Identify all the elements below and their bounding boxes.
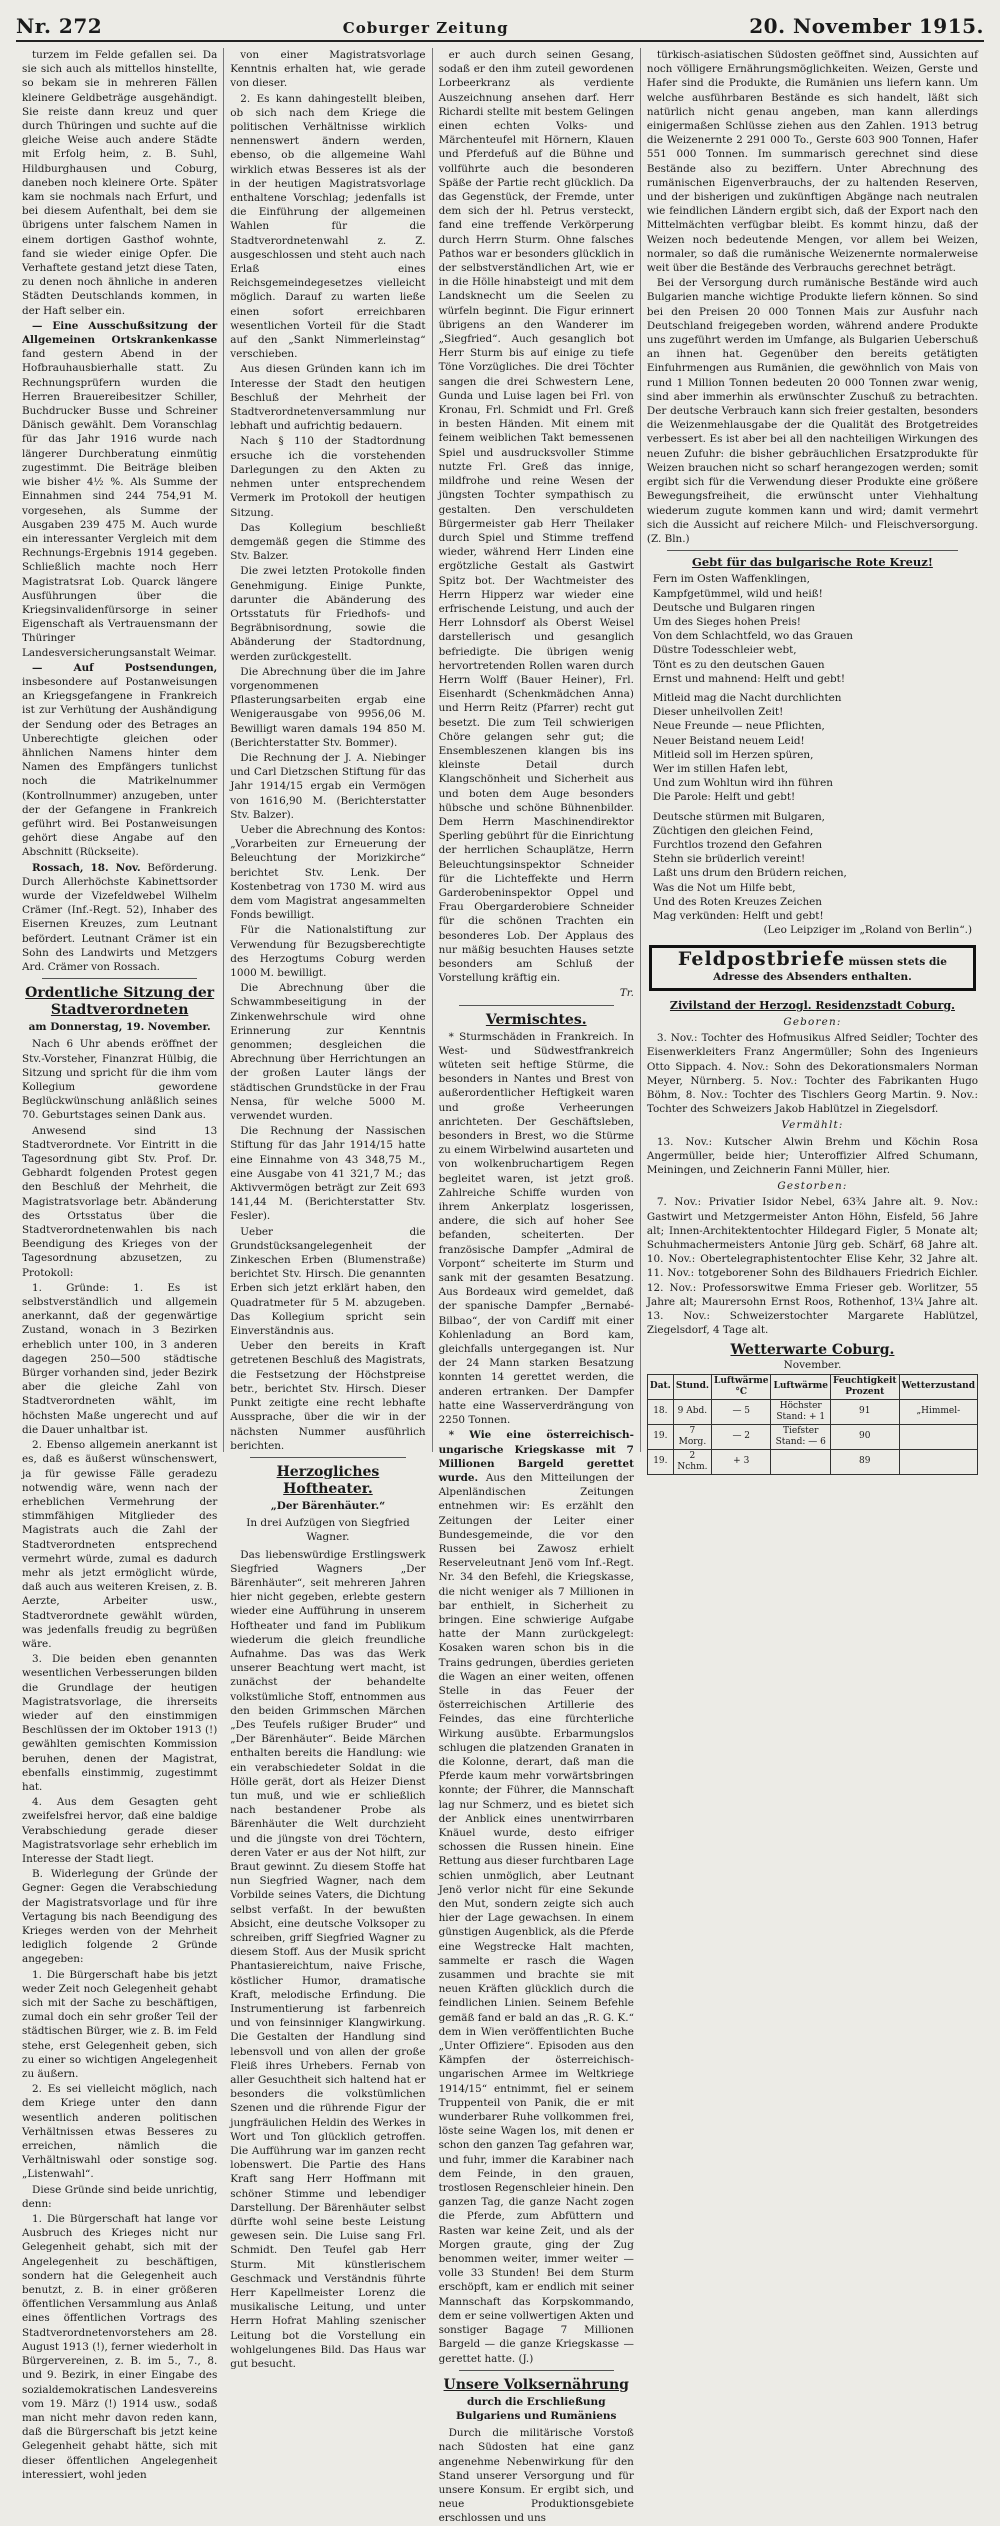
feldpost-text: müssen stets die Adresse des Absenders enthalten. [713,956,947,983]
poem [647,572,978,923]
section-heading: Herzogliches Hoftheater. [276,1463,380,1497]
divider [459,1005,614,1006]
article-text: er auch durch seinen Gesang, sodaß er den ihm zuteil gewordenen Lorbeerkranz als verdiente Auszeichnung ansehen darf. Herr Richardi stellte mit bestem Gelingen einen echten Volks- und Märchenteufel mit Hörnern, Klauen und Pferdefuß auf die Bühne und vollführte auch die besonderen Späße der Partie recht glücklich. Da das Gegenstück, der Fremde, unter dem sich der hl. Petrus versteckt, fand eine treffende Verkörperung durch Herrn Sturm. Ohne falsches Pathos war er besonders glücklich in der selbstverständlichen Art, wie er in die Hölle hinabsteigt und mit dem Landsknecht um die Seelen zu würfeln beginnt. Die Figur erinnert übrigens an den Wanderer im „Siegfried“. Auch gesanglich bot Herr Sturm bis auf einige zu tiefe Töne Vorzügliches. Die drei Töchter sangen die drei Schwestern Lene, Gunda und Luise lagen bei Frl. von Kronau, Frl. Schmidt und Frl. Greß in besten Händen. Mit einem mit feinem weiblichen Takt bemessenen Spiel und ausdrucksvoller Stimme nutzte Frl. Greß das innige, mildfrohe und reine Wesen der jüngsten Tochter sympathisch zu gestalten. Den verschuldeten Bürgermeister gab Herr Theilaker durch Spiel und Stimme treffend wieder, während Herr Linden eine ergötzliche Gestalt als Gastwirt Spitz bot. Der Wachtmeister des Herrn Hipperz war wieder eine erfrischende Leistung, und auch der Herr Lohnsdorf als Oberst Weisel darstellerisch und gesanglich befriedigte. Die übrigen wenig hervortretenden Rollen waren durch Herrn Wolff (Bauer Heiner), Frl. Eisenhardt (Schenkmädchen Anna) und Herrn Reitz (Pfarrer) recht gut besetzt. Die zum Teil schwierigen Chöre gelangen sehr gut; die Ensembleszenen klangen bis ins kleinste Detail durch Klangschönheit und Sicherheit aus und boten dem Auge besonders hübsche und schöne Bühnenbilder. Dem Herrn Maschinendirektor Sperling gebührt für die Einrichtung der herrlichen Schauplätze, Herrn Beleuchtungsinspektor Schneider für die Lichteffekte und Herrn Garderobeninspektor Oppel und Frau Obergarderobiere Schneider für die schönen Trachten ein besonderes Lob. Der Applaus des nur mäßig besuchten Hauses setzte besonders am Schluß der Vorstellung kräftig ein. [438,49,634,985]
section-heading: Ordentliche Sitzung der Stadtverordneten [25,985,215,1019]
item-lead: Rossach, 18. Nov. [32,861,141,874]
feldpost-notice [649,945,976,990]
poem-line: Die Parole: Helft und gebt! [652,791,796,804]
item-lead: — Auf Postsendungen, [32,661,218,674]
article-text: türkisch-asiatischen Südosten geöffnet sind, Aussichten auf noch völligere Ernährungsmöglichkeiten. Weizen, Gerste und Hafer sind die Produkte, die Rumänien uns liefern kann. Um welche ausführbaren Bestände es sich handelt, läßt sich natürlich nicht genau angeben, man kann allerdings einigermaßen Schlüsse ziehen aus den Zahlen. 1913 betrug die Weizenernte 2 291 000 To., Gerste 603 900 Tonnen, Hafer 551 000 Tonnen. Im summarisch gerechnet sind diese Bestände also zu beziffern. Unter Abrechnung des rumänischen Eigenverbrauchs, der zu haltenden Reserven, und der bisherigen und zukünftigen Abgänge nach neutralen wie feindlichen Ländern ergibt sich, daß der Export nach den Mittelmächten verfügbar bleibt. Es kommt hinzu, daß der Weizen noch bedeutende Mengen, vor allem bei Weizen, normaler, so daß die rumänische Weizenernte normalerweise weit über die Bestände des Verbrauchs gerechnet beträgt. [646,49,979,275]
section-subheading: durch die Erschließung Bulgariens und Rumäniens [456,2395,617,2422]
weather-col-header: Stund. [673,1374,711,1399]
poem-line: Wer im stillen Hafen lebt, [652,762,789,775]
poem-line: Was die Not um Hilfe bebt, [652,881,796,894]
weather-cell: 19. [647,1449,673,1474]
column-1 [16,48,223,2481]
weather-cell: — 5 [712,1399,771,1424]
poem-line: Düstre Todesschleier webt, [652,644,797,657]
article-text: 4. Aus dem Gesagten geht zweifelsfrei hervor, daß eine baldige Verabschiedung gerade dieser Magistratsvorlage sehr erheblich im Interesse der Stadt liegt. [22,1796,218,1865]
poem-line: Neuer Beistand neuem Leid! [652,734,805,747]
births-heading: Geboren: [783,1016,842,1028]
column-3 [432,48,640,2525]
weather-cell: 89 [830,1449,899,1474]
weather-table-header [647,1374,977,1399]
marriages-heading: Vermählt: [781,1119,844,1132]
article-text: 2. Ebenso allgemein anerkannt ist es, daß es äußerst wünschenswert, ja für gewisse Fälle geradezu notwendig wäre, wenn nach der erheblichen Vermehrung der stimmfähigen Mitglieder des Magistrats auch die Zahl der Stadtverordneten entsprechend vermehrt würde, zumal es dadurch mehr als jetzt ermöglicht würde, daß auch aus weiteren Kreisen, z. B. Aerzte, Arbeiter usw., Stadtverordnete gewählt würden, was jedenfalls freudig zu begrüßen wäre. [22,1439,218,1650]
article-text: Das Kollegium beschließt demgemäß gegen die Stimme des Stv. Balzer. [230,521,426,563]
masthead [16,14,984,42]
article-text: Nach § 110 der Stadtordnung ersuche ich die vorstehenden Darlegungen zu den Akten zu nehmen unter entsprechendem Vermerk im Protokoll der heutigen Sitzung. [230,435,426,519]
poem-title: Gebt für das bulgarische Rote Kreuz! [692,555,933,570]
article-text: turzem im Felde gefallen sei. Da sie sich auch als mittellos hinstellte, so bekam sie in mehreren Fällen kleinere Geldbeträge ausgehändigt. Sie reiste dann kreuz und quer durch Thüringen und suchte auf die gleiche Weise auch andere Städte mit Erfolg heim, z. B. Suhl, Hildburghausen und Coburg, daneben noch kleinere Orte. Später kam sie nochmals nach Erfurt, und bei diesem Aufenthalt, bei dem sie übrigens unter falschem Namen in einem dortigen Gasthof wohnte, fand sie wieder einige Opfer. Die Verhaftete gestand jetzt diese Taten, zu denen noch ähnliche in anderen Städten Deutschlands kommen, in der Haft selber ein. [22,49,218,317]
article-text: Die zwei letzten Protokolle finden Genehmigung. Einige Punkte, darunter die Abänderung des Ortsstatuts für Friedhofs- und Begräbnisordnung, sowie die Abänderung der Stadtordnung, werden zurückgestellt. [230,565,426,663]
poem-line: Mitleid soll im Herzen spüren, [652,748,814,761]
divider [667,550,958,551]
poem-line: Um des Sieges hohen Preis! [652,615,801,628]
article-text: Bei der Versorgung durch rumänische Bestände wird auch Bulgarien manche wichtige Produkte liefern können. So sind bei den Preisen 20 000 Tonnen Mais zur Ausfuhr nach Deutschland freigegeben worden, während andere Produkte uns zugeführt werden im Umfange, als Bulgarien Ueberschuß an ihnen hat. Gegenüber den bereits getätigten Einfuhrmengen aus Rumänien, die gewöhnlich von Mais von rund 1 Million Tonnen bedeuten 20 000 Tonnen zwar wenig, sind aber immerhin als erwünschter Zuschuß zu betrachten. Der deutsche Verbrauch kann sich freier gestalten, besonders die Weizenmehlausgabe der die Qualität des Brotgetreides verbessert. Es ist aber bei all den nachteiligen Wirkungen des neuen Zufuhr: die bisher gebräuchlichen Ersatzprodukte für Weizen brauchen nicht so scharf herangezogen werden; somit ergibt sich für die Verwendung dieser Produkte eine größere Bewegungsfreiheit, die erwünscht unter Viehhaltung wiederum zugute kommen kann und wird; damit vermehrt sich die Aussicht auf reichere Milch- und Fleischversorgung. (Z. Bln.) [646,277,979,545]
weather-cell [899,1449,977,1474]
issue-date: 20. November 1915. [749,14,984,38]
item-body: insbesondere auf Postanweisungen an Kriegsgefangene in Frankreich ist zur Verhütung der Aushändigung der Sendung oder des Betrages an Unberechtigte gleichen oder ähnlichen Namens hinter dem Namen des Empfängers tunlichst noch die Matrikelnummer (Kontrollnummer) anzugeben, unter der der Gefangene in Frankreich geführt wird. Bei Postanweisungen gehört diese Angabe auf den Abschnitt (Rückseite). [22,675,218,859]
article-text: Für die Nationalstiftung zur Verwendung für Bezugsberechtigte des Herzogtums Coburg werden 1000 M. bewilligt. [230,924,426,979]
weather-cell [899,1424,977,1449]
item-body: fand gestern Abend in der Hofbrauhausbierhalle statt. Zu Rechnungsprüfern wurden die Herren Brauereibesitzer Schiller, Buchdrucker Busse und Schreiner Dänisch gewählt. Dem Voranschlag für das Jahr 1916 wurde nach längerer Durchberatung einmütig zugestimmt. Die Beiträge bleiben wie bisher 4½ %. Als Summe der Einnahmen sind 244 754,91 M. vorgesehen, als Summe der Ausgaben 239 475 M. Auch wurde ein interessanter Vergleich mit dem Rechnungs-Ergebnis 1914 gegeben. Schließlich machte noch Herr Magistratsrat Lob. Quarck längere Ausführungen über die Kriegsinvalidenfürsorge in seiner Eigenschaft als Vertrauensmann der Thüringer Landesversicherungsanstalt Weimar. [22,348,218,659]
weather-col-header: Dat. [647,1374,673,1399]
weather-cell: 18. [647,1399,673,1424]
article-text: von einer Magistratsvorlage Kenntnis erhalten hat, wie gerade von dieser. [230,49,426,90]
poem-line: Neue Freunde — neue Pflichten, [652,720,825,733]
weather-cell: + 3 [712,1449,771,1474]
civil-registry-heading: Zivilstand der Herzogl. Residenzstadt Coburg. [669,998,955,1012]
article-text: Ueber die Grundstücksangelegenheit der Zinkeschen Erben (Blumenstraße) berichtet Stv. Hirsch. Die genannten Erben sich jetzt erklärt haben, den Quadratmeter für 5 M. abzugeben. Das Kollegium spricht sein Einverständnis aus. [230,1225,426,1338]
poem-line: Deutsche stürmen mit Bulgaren, [652,810,825,823]
paper-title: Coburger Zeitung [342,19,509,37]
article-text: Die Abrechnung über die Schwammbeseitigung in der Zinkenwehrschule wird ohne Erinnerung zur Kenntnis genommen; desgleichen die Abrechnung über Herrichtungen an der großen Lauter längs der städtischen Grundstücke in der Frau Nensa, für welche 5000 M. verwendet wurden. [230,982,426,1123]
section-subheading: „Der Bärenhäuter.“ [270,1499,386,1512]
poem-line: Deutsche und Bulgaren ringen [652,601,815,614]
article-text: 2. Es sei vielleicht möglich, nach dem Kriege unter den dann wesentlich anderen politischen Verhältnissen etwas Besseres zu erreichen, nämlich die Verhältniswahl oder sonstige sog. „Listenwahl“. [22,2083,218,2181]
poem-line: Furchtlos trozend den Gefahren [652,838,823,851]
article-text: Durch die militärische Vorstoß nach Südosten hat eine ganz angenehme Nebenwirkung für den Stand unserer Versorgung und für unsere Konsum. Er ergibt sich, und neue Produktionsgebiete erschlossen und uns [438,2427,634,2525]
article-text: 1. Die Bürgerschaft habe bis jetzt weder Zeit noch Gelegenheit gehabt sich mit der Sache zu beschäftigen, zumal doch ein sehr großer Teil der städtischen Bürger, wie z. B. im Feld stehe, erst Gelegenheit geben, sich zu einer so wichtigen Angelegenheit zu äußern. [22,1968,218,2081]
deaths-text: 7. Nov.: Privatier Isidor Nebel, 63¾ Jahre alt. 9. Nov.: Gastwirt und Metzgermeister Anton Höhn, Eisfeld, 56 Jahre alt; Innen-Architektentochter Hildegard Figler, 5 Monate alt; Schuhmachermeisters Antonie Jürg geb. Schärf, 68 Jahre alt. 10. Nov.: Obertelegraphistentochter Elise Kehr, 32 Jahre alt. 11. Nov.: totgeborener Sohn des Bildhauers Friedrich Eichler. 12. Nov.: Professorswitwe Emma Frieser geb. Worlitzer, 55 Jahre alt; Maurersohn Ernst Roos, Rothenhof, 13¼ Jahre alt. 13. Nov.: Schweizerstochter Margarete Hablützel, Ziegelsdorf, 4 Tage alt. [646,1196,979,1337]
poem-line: Ernst und mahnend: Helft und gebt! [652,672,846,685]
article-text: Die Rechnung der Nassischen Stiftung für das Jahr 1914/15 hatte eine Einnahme von 43 348,75 M., eine Ausgabe von 41 321,7 M.; das Aktivvermögen beträgt zur Zeit 693 141,44 M. (Berichterstatter Stv. Fesler). [230,1125,426,1223]
poem-line: Züchtigen den gleichen Feind, [652,824,814,837]
section-heading: Unsere Volksernährung [443,2376,629,2393]
divider [42,978,197,979]
weather-table-body [647,1399,977,1474]
issue-number: Nr. 272 [16,14,103,38]
article-text: 3. Die beiden eben genannten wesentlichen Verbesserungen bilden die Grundlage der heutigen Magistratsvorlage, die ihrerseits wieder auf den einstimmigen Beschlüssen der im Oktober 1913 (!) gewählten gemischten Kommission beruhen, denen der Magistrat, ebenfalls einstimmig, zugestimmt hat. [22,1653,218,1793]
weather-cell: Höchster Stand: + 1 [771,1399,830,1424]
weather-table [647,1374,978,1475]
weather-cell: Tiefster Stand: — 6 [771,1424,830,1449]
article-text: Nach 6 Uhr abends eröffnet der Stv.-Vorsteher, Finanzrat Hülbig, die Sitzung und spricht für die ihm vom Kollegium gewordene Beglückwünschung anläßlich seines 70. Geburtstages seinen Dank aus. [22,1038,218,1122]
item-body: Beförderung. Durch Allerhöchste Kabinettsorder wurde der Vizefeldwebel Wilhelm Crämer (Inf.-Regt. 52), Inhaber des Eisernen Kreuzes, zum Leutnant befördert. Leutnant Crämer ist ein Sohn des Landwirts und Metzgers Ard. Crämer von Rossach. [22,861,218,973]
poem-line: Stehn sie brüderlich vereint! [652,853,806,866]
poem-line: Kampfgetümmel, wild und heiß! [652,587,823,600]
poem-author: (Leo Leipziger im „Roland von Berlin“.) [763,924,973,937]
weather-heading: Wetterwarte Coburg. [730,1342,895,1359]
divider [250,1457,405,1458]
article-text: Ueber den bereits in Kraft getretenen Beschluß des Magistrats, die Festsetzung der Höchstpreise betr., berichtet Stv. Hirsch. Dieser Punkt zeitigte eine recht lebhafte Aussprache, über die wir in der nächsten Nummer ausführlich berichten. [230,1340,426,1452]
article-text: 1. Gründe: 1. Es ist selbstverständlich und allgemein anerkannt, daß der gegenwärtige Zustand, wonach in 3 Bezirken erheblich unter 100, in 3 anderen dagegen 250—500 städtische Bürger vorhanden sind, jeder Bezirk aber die gleiche Zahl von Stadtverordneten wählt, im höchsten Maße ungerecht und auf die Dauer unhaltbar ist. [22,1281,218,1436]
news-item [439,1428,634,2365]
section-subheading: am Donnerstag, 19. November. [28,1021,211,1034]
divider [459,2370,614,2371]
poem-line: Laßt uns drum den Brüdern reichen, [652,867,847,880]
weather-cell: 91 [830,1399,899,1424]
article-text: 1. Die Bürgerschaft hat lange vor Ausbruch des Krieges nicht nur Gelegenheit gehabt, sich mit der Angelegenheit zu beschäftigen, sondern hat die Gelegenheit auch benutzt, z. B. in einer größeren öffentlichen Versammlung aus Anlaß eines öffentlichen Vortrags des Stadtverordnetenvorstehers am 28. August 1913 (!), ferner wiederholt in Bürgervereinen, z. B. im 5., 7., 8. und 9. Bezirk, in einer Eingabe des sozialdemokratischen Landesvereins vom 19. März (!) 1914 usw., sodaß man nicht mehr davon reden kann, daß die Bürgerschaft bis jetzt keine Gelegenheit gehabt hätte, sich mit dieser öffentlichen Angelegenheit interessiert, wohl jeden [22,2213,218,2481]
article-text: Das liebenswürdige Erstlingswerk Siegfried Wagners „Der Bärenhäuter“, seit mehreren Jahren hier nicht gegeben, erlebte gestern wieder eine Aufführung in unserem Hoftheater und fand im Publikum wiederum die gleich freundliche Aufnahme. Das was das Werk unserer Beachtung wert macht, ist zunächst der behandelte volkstümliche Stoff, entnommen aus den beiden Grimmschen Märchen „Des Teufels rußiger Bruder“ und „Der Bärenhäuter“. Beide Märchen enthalten bereits die Handlung: wie ein verabschiedeter Soldat in die Hölle gerät, dort als Heizer Dienst tun muß, und wie er schließlich nach bestandener Probe als Bärenhäuter die Welt durchzieht und die jüngste von drei Töchtern, deren Vater er aus der Not hilft, zur Braut gewinnt. Zu diesem Stoffe hat nun Siegfried Wagner, nach dem Vorbilde seines Vaters, die Dichtung selbst verfaßt. In der bewußten Absicht, eine deutsche Volksoper zu schreiben, griff Siegfried Wagner zu diesem Stoff. Aus der Musik spricht Phantasiereichtum, naive Frische, köstlicher Humor, dramatische Kraft, melodische Erfindung. Die Instrumentierung ist farbenreich und von feinsinniger Klangwirkung. Die Gestalten der Handlung sind lebensvoll und von allen der große Fleiß ihres Urhebers. Fernab von aller Gesuchtheit sich haltend hat er besonders die volkstümlichen Szenen und die rührende Figur der jungfräulichen Heldin des Werkes in Wort und Ton glücklich getroffen. Die Aufführung war im ganzen recht lobenswert. Die Partie des Hans Kraft sang Herr Hoffmann mit schöner Stimme und lebendiger Darstellung. Der Bärenhäuter selbst dürfte wohl seine beste Leistung gewesen sein. Die Luise sang Frl. Schmidt. Den Teufel gab Herr Sturm. Mit künstlerischem Geschmack und Verständnis führte Herr Kapellmeister Lorenz die musikalische Leitung, und unter Herrn Hofrat Mahling szenischer Leitung bot die Vorstellung ein wohlgelungenes Bild. Das Haus war gut besucht. [230,1548,426,2371]
item-lead: * Wie eine österreichisch-ungarische Kriegskasse mit 7 Millionen Bargeld gerettet wurde. [438,1429,634,1484]
article-text: Diese Gründe sind beide unrichtig, denn: [22,2183,218,2210]
columns [16,48,984,2525]
article-text: 2. Es kann dahingestellt bleiben, ob sich nach dem Kriege die politischen Verhältnisse wirklich nennenswert ändern werden, ebenso, ob die allgemeine Wahl wirklich etwas Besseres ist als der in der heutigen Magistratsvorlage enthaltene Vorschlag; jedenfalls ist die Einführung der allgemeinen Wahlen für die Stadtverordnetenwahl z. Z. ausgeschlossen und steht auch nach Erlaß eines Reichsgemeindegesetzes vielleicht möglich. Darauf zu warten ließe einen sofort erreichbaren wesentlichen Vorteil für die Stadt auf den „Sankt Nimmerleinstag“ verschieben. [230,92,426,361]
weather-subheading: November. [783,1358,842,1371]
weather-row [647,1449,977,1474]
weather-cell: — 2 [712,1424,771,1449]
poem-line: Tönt es zu den deutschen Gauen [652,658,825,671]
poem-line: Fern im Osten Waffenklingen, [652,573,810,586]
poem-line: Mag verkünden: Helft und gebt! [652,909,824,922]
article-text: Ueber die Abrechnung des Kontos: „Vorarbeiten zur Erneuerung der Beleuchtung der Morizkirche“ berichtet Stv. Lenk. Der Kostenbetrag von 1730 M. wird aus dem vom Magistrat angesammelten Fonds bewilligt. [230,823,426,922]
article-text: B. Widerlegung der Gründe der Gegner: Gegen die Verabschiedung der Magistratsvorlage und für ihre Vertagung bis nach Beendigung des Krieges werden von der Mehrheit lediglich folgende 2 Gründe angegeben: [22,1868,218,1966]
weather-cell: „Himmel- [899,1399,977,1424]
article-text: Die Rechnung der J. A. Niebinger und Carl Dietzschen Stiftung für das Jahr 1914/15 ergab ein Vermögen von 1616,90 M. (Berichterstatter Stv. Balzer). [230,751,426,821]
weather-cell: 9 Abd. [673,1399,711,1424]
weather-col-header: Luftwärme [771,1374,830,1399]
weather-cell [771,1449,830,1474]
news-item [22,861,217,975]
article-text: Die Abrechnung über die im Jahre vorgenommenen Pflasterungsarbeiten ergab eine Wenigerausgabe von 9956,06 M. Bewilligt waren damals 194 850 M. (Berichterstatter Stv. Bommer). [230,665,426,749]
author-signature: Tr. [619,987,634,1000]
article-text: * Sturmschäden in Frankreich. In West- und Südwestfrankreich wüteten seit heftige Stürme, die besonders in Nantes und Brest von außerordentlicher Heftigkeit waren und große Verheerungen anrichteten. Der Geschäftsleben, besonders in Brest, wo die Stürme zu einem Wirbelwind ausarteten und von wolkenbruchartigem Regen begleitet waren, ist jetzt groß. Zahlreiche Schiffe wurden von ihrem Ankerplatz losgerissen, andere, die sich auf hoher See befanden, scheiterten. Der französische Dampfer „Admiral de Vorpont“ scheiterte im Sturm und sank mit der gesamten Besatzung. Aus Bordeaux wird gemeldet, daß der spanische Dampfer „Bernabé-Bilbao“, der von Cardiff mit einer Kohlenladung an Bord kam, gleichfalls untergegangen ist. Nur der 24 Mann starken Besatzung konnten 14 gerettet werden, die anderen ertranken. Der Dampfer hatte eine Wasserverdrängung von 2250 Tonnen. [438,1030,634,1427]
column-2 [223,48,431,2371]
weather-col-header: Feuchtigkeit Prozent [830,1374,899,1399]
poem-line: Und des Roten Kreuzes Zeichen [652,895,823,908]
feldpost-title: Feldpostbriefe [677,948,846,971]
item-body: Aus den Mitteilungen der Alpenländischen Zeitungen entnehmen wir: Es erzählt den Zeitungen der Leiter einer Bundesgemeinde, die vor den Russen bei Zawosz erhielt Reserveleutnant Jenö vom Inf.-Regt. Nr. 34 den Befehl, die Kriegskasse, die nicht weniger als 7 Millionen in bar enthielt, in Sicherheit zu bringen. Eine schwierige Aufgabe hatte der Mann zurückgelegt: Kosaken waren schon bis in die Trains gedrungen, überdies gerieten die Wagen an einer weiten, offenen Stelle in das Feuer der österreichischen Artillerie des Feindes, das eine fürchterliche Wirkung ausübte. Erbarmungslos schlugen die platzenden Granaten in die Kolonne, derart, daß man die Pferde kaum mehr vorwärtsbringen konnte; der Führer, die Mannschaft lag nur Schmerz, und es bietet sich der Anblick eines unentwirrbaren Knäuel wurde, desto eifriger schossen die Russen hinein. Eine Rettung aus dieser furchtbaren Lage schien unmöglich, aber Leutnant Jenö verlor nicht für eine Sekunde den Mut, sondern zeigte sich auch hier der Lage gewachsen. In einem günstigen Augenblick, als die Pferde eine Wegstrecke Halt machten, sammelte er rasch die Wagen zusammen und brachte sie mit neuen Kräften glücklich durch die feindlichen Linien. Seinem Befehle gemäß fand er bald an das „R. G. K.“ dem in Wien veröffentlichten Buche „Unter Offiziere“. Episoden aus den Kämpfen der österreichisch-ungarischen Armee im Weltkriege 1914/15“ entnimmt, fiel er seinem Truppenteil von Panik, die er mit wunderbarer Ruhe vollkommen frei, löste seine Wagen los, mit denen er schon den ganzen Tag gefahren war, und fuhr, immer die Karabiner nach dem Feinde, in den grauen, trostlosen Regenschleier hinein. Den ganzen Tag, die ganze Nacht zogen die Pferde, zum Abfüttern und Rasten war keine Zeit, und als der Morgen graute, ging der Zug benommen weiter, immer weiter — volle 33 Stunden! Bei dem Sturm erschöpft, kam er endlich mit seiner Mannschaft das Korpskommando, dem er seine vollwertigen Akten und sonstiger Bagage 7 Millionen Bargeld — die ganze Kriegskasse — gerettet hatte. (J.) [438,1471,634,2365]
weather-row [647,1399,977,1424]
weather-cell: 7 Morg. [673,1424,711,1449]
weather-cell: 19. [647,1424,673,1449]
deaths-heading: Gestorben: [777,1180,848,1193]
section-subheading-2: In drei Aufzügen von Siegfried Wagner. [246,1517,410,1544]
weather-col-header: Wetterzustand [899,1374,977,1399]
article-text: Anwesend sind 13 Stadtverordnete. Vor Eintritt in die Tagesordnung gibt Stv. Prof. Dr. Gebhardt folgenden Protest gegen den Beschluß der Mehrheit, die Magistratsvorlage betr. Abänderung des Ortsstatus über die Stadtverordnetenwahlen bis nach Beendigung des Krieges von der Tagesordnung abzusetzen, zu Protokoll: [22,1124,218,1279]
marriages-text: 13. Nov.: Kutscher Alwin Brehm und Köchin Rosa Angermüller, beide hier; Unteroffizier Alfred Schumann, Meiningen, und Zeichnerin Fanni Müller, hier. [646,1135,979,1177]
section-heading: Vermischtes. [485,1011,587,1028]
item-lead: — Eine Ausschußsitzung der Allgemeinen Ortskrankenkasse [22,319,218,347]
births-text: 3. Nov.: Tochter des Hofmusikus Alfred Seidler; Tochter des Eisenwerkleiters Franz Angermüller; Sohn des Ingenieurs Otto Sippach. 4. Nov.: Sohn des Dekorationsmalers Norman Meyer, Nürnberg. 5. Nov.: Tochter des Fabrikanten Hugo Böhm, 8. Nov.: Tochter des Tischlers Georg Martin. 9. Nov.: Tochter des Schweizers Jakob Hablützel in Ziegelsdorf. [646,1032,979,1116]
weather-col-header: Luftwärme °C [712,1374,771,1399]
poem-line: Mitleid mag die Nacht durchlichten [652,691,842,704]
column-4 [640,48,984,1472]
weather-row [647,1424,977,1449]
poem-line: Von dem Schlachtfeld, wo das Grauen [652,630,853,643]
news-item [22,319,217,660]
weather-cell: 90 [830,1424,899,1449]
poem-line: Und zum Wohltun wird ihn führen [652,777,833,790]
news-item [22,661,217,860]
poem-line: Dieser unheilvollen Zeit! [652,706,784,719]
weather-cell: 2 Nchm. [673,1449,711,1474]
article-text: Aus diesen Gründen kann ich im Interesse der Stadt den heutigen Beschluß der Mehrheit der Stadtverordnetenversammlung nur lebhaft und aufrichtig bedauern. [230,363,426,433]
